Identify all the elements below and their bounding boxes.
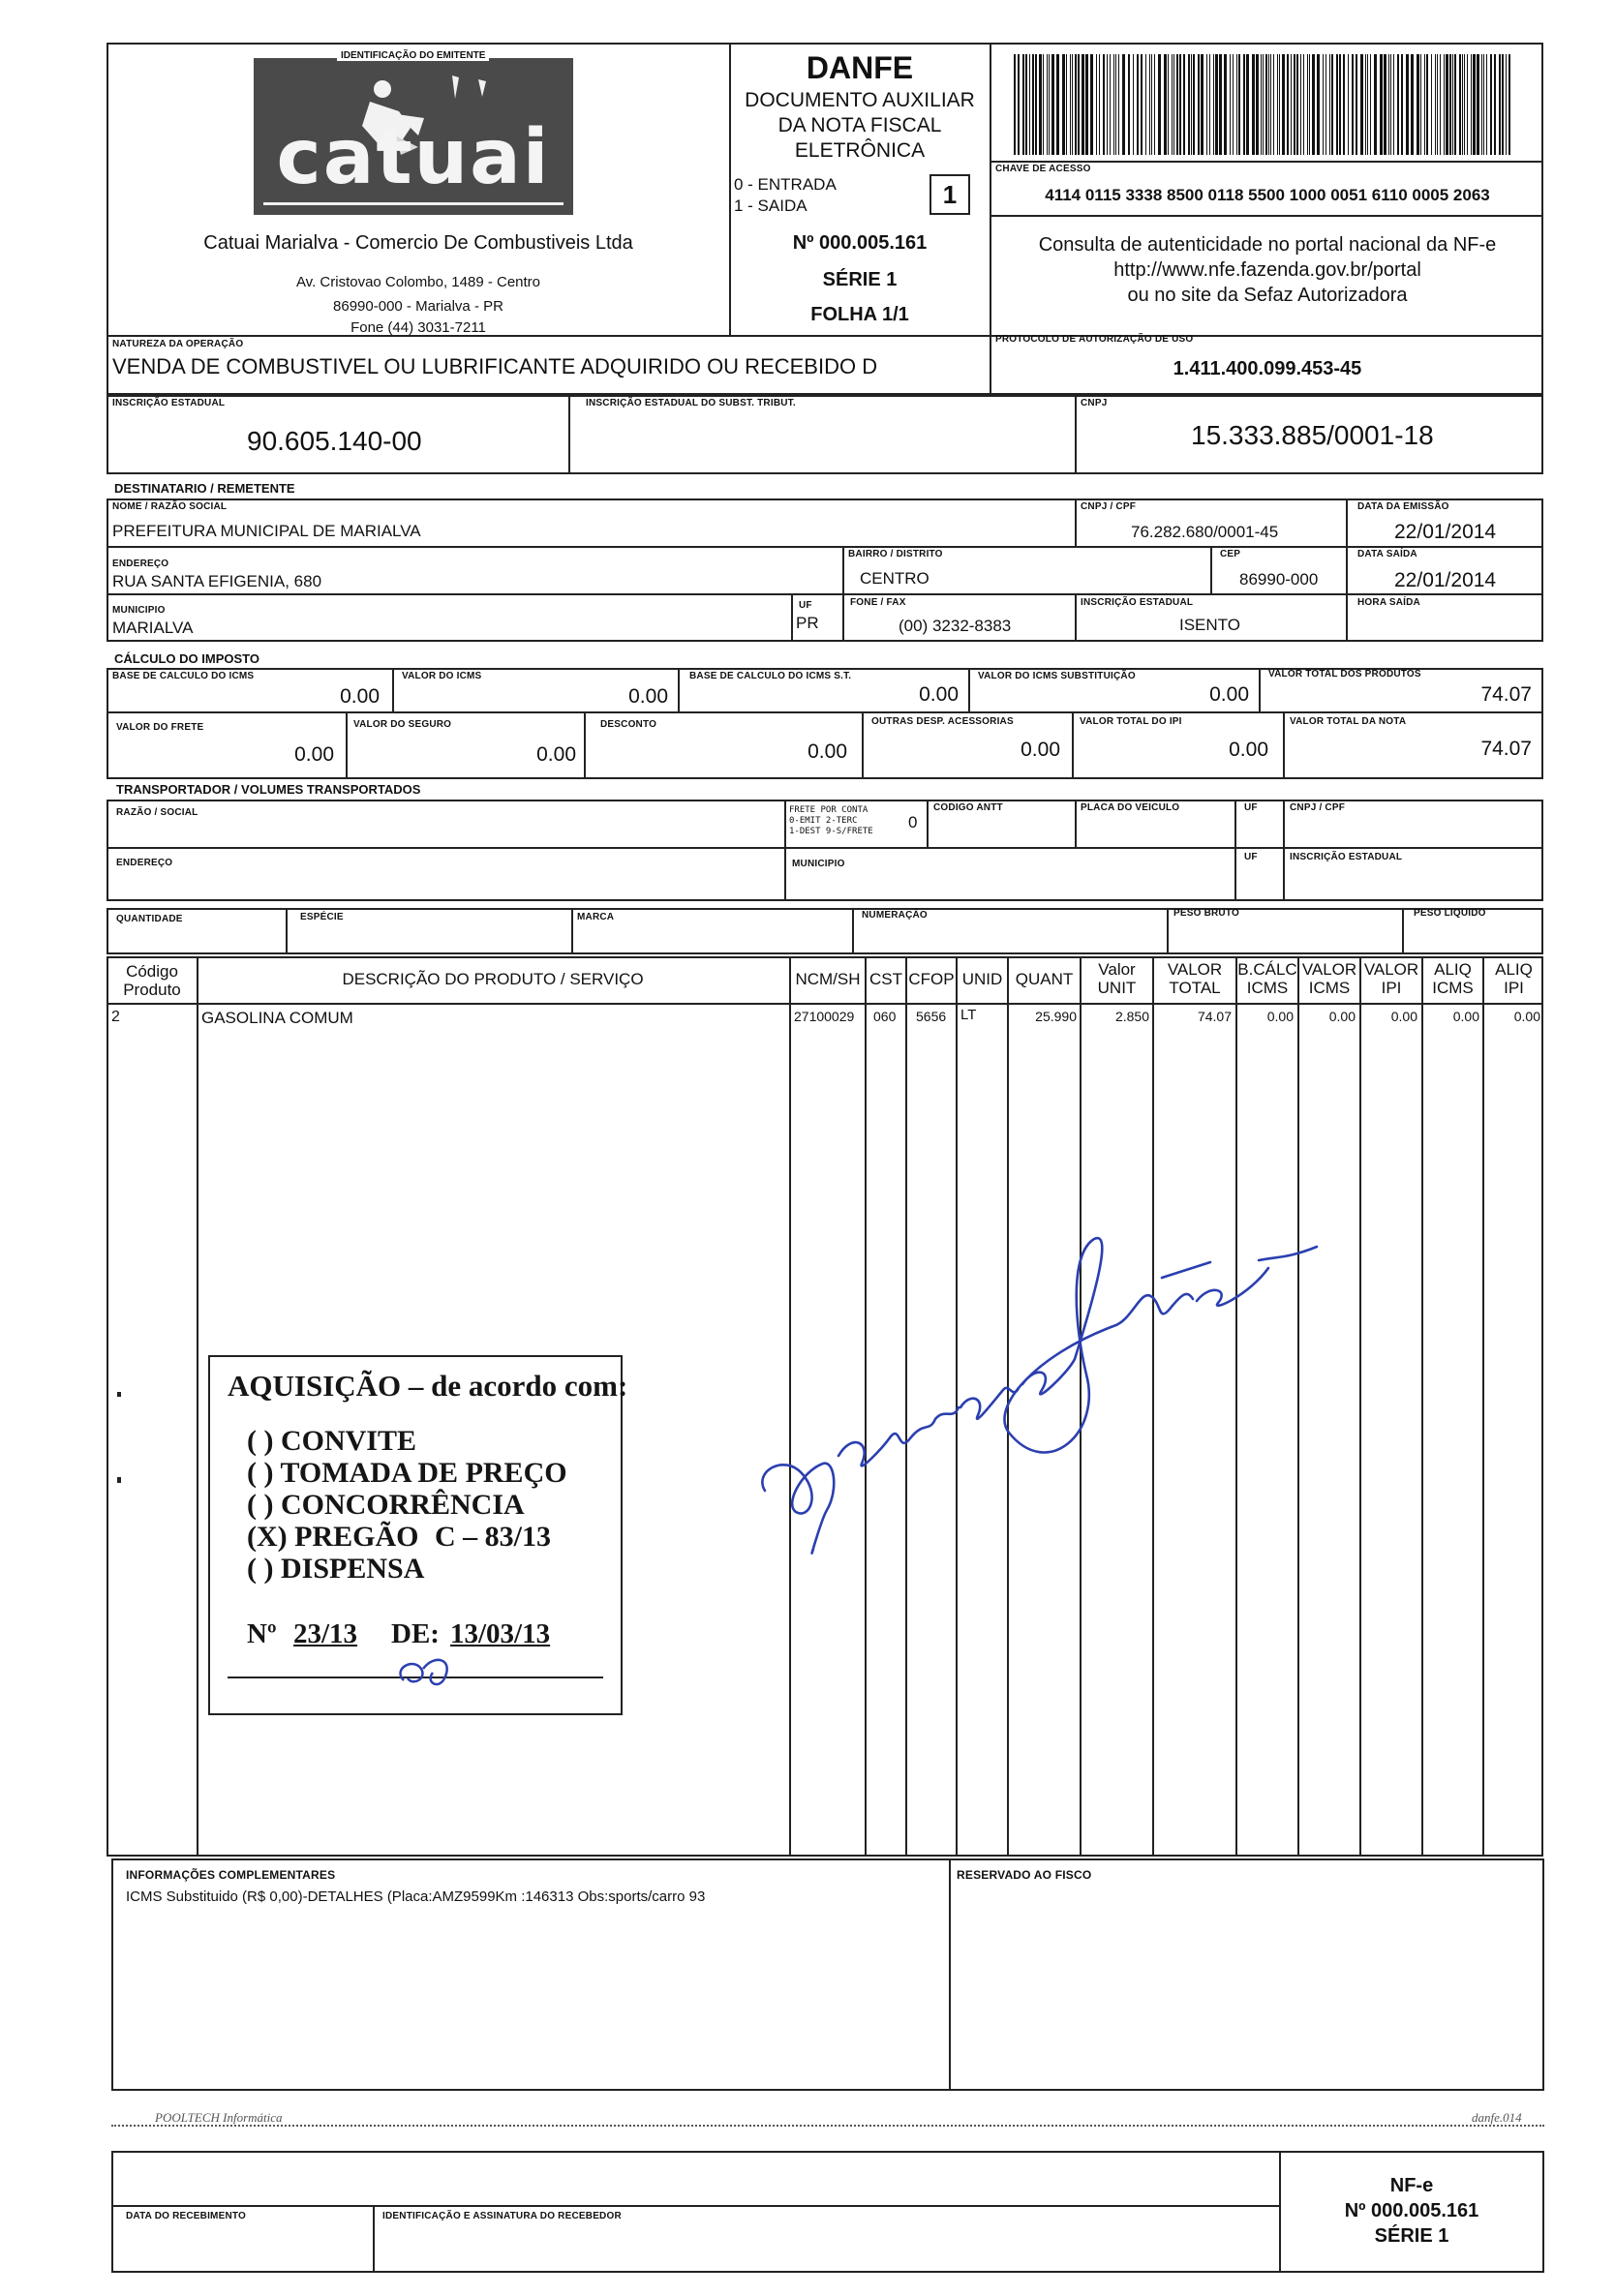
consulta-line-2: http://www.nfe.fazenda.gov.br/portal — [1113, 259, 1421, 281]
stamp-opt-dispensa: ( ) DISPENSA — [247, 1553, 425, 1585]
col-cst: CST — [869, 970, 902, 988]
ie-value: 90.605.140-00 — [247, 426, 422, 456]
dest-fone-label: FONE / FAX — [850, 597, 906, 608]
access-key-barcode — [1012, 54, 1515, 155]
danfe-title: DANFE — [806, 50, 914, 85]
transp-ie-label: INSCRIÇÃO ESTADUAL — [1290, 852, 1403, 862]
base-icms-label: BASE DE CALCULO DO ICMS — [112, 671, 255, 681]
dest-saida: 22/01/2014 — [1394, 569, 1497, 591]
cell-descricao: GASOLINA COMUM — [201, 1009, 353, 1027]
transp-razao-label: RAZÃO / SOCIAL — [116, 807, 198, 818]
desconto-label: DESCONTO — [600, 719, 657, 730]
danfe-saida: 1 - SAIDA — [734, 196, 808, 215]
outras-label: OUTRAS DESP. ACESSORIAS — [871, 716, 1014, 727]
quantidade-label: QUANTIDADE — [116, 914, 183, 924]
canhoto-nfe: NF-e — [1389, 2175, 1434, 2196]
col-vtotal: VALOR TOTAL — [1167, 960, 1223, 997]
cnpj-label: CNPJ — [1081, 398, 1108, 408]
placa-label: PLACA DO VEICULO — [1081, 802, 1180, 813]
stamp-opt-convite: ( ) CONVITE — [247, 1425, 417, 1457]
software-credit: POOLTECH Informática — [155, 2110, 283, 2125]
transp-cnpj-label: CNPJ / CPF — [1290, 802, 1346, 813]
col-aicms: ALIQ ICMS — [1432, 960, 1474, 997]
col-vipi: VALOR IPI — [1363, 960, 1419, 997]
seguro: 0.00 — [536, 743, 576, 766]
total-nota-label: VALOR TOTAL DA NOTA — [1290, 716, 1407, 727]
info-label: INFORMAÇÕES COMPLEMENTARES — [126, 1868, 336, 1882]
dest-emissao-label: DATA DA EMISSÃO — [1357, 501, 1449, 512]
total-produtos-label: VALOR TOTAL DOS PRODUTOS — [1268, 669, 1421, 680]
frete-line-2: 0-EMIT 2-TERC — [789, 816, 858, 826]
base-st-label: BASE DE CALCULO DO ICMS S.T. — [689, 671, 852, 681]
issuer-id-label: IDENTIFICAÇÃO DO EMITENTE — [337, 50, 489, 61]
valor-st-label: VALOR DO ICMS SUBSTITUIÇÃO — [978, 671, 1136, 681]
desconto: 0.00 — [808, 740, 847, 763]
issuer-phone: Fone (44) 3031-7211 — [350, 319, 486, 336]
frete: 0.00 — [294, 743, 334, 766]
recebimento-label: DATA DO RECEBIMENTO — [126, 2211, 246, 2221]
col-descricao: DESCRIÇÃO DO PRODUTO / SERVIÇO — [342, 970, 644, 988]
danfe-folha: FOLHA 1/1 — [810, 304, 909, 325]
dest-municipio: MARIALVA — [112, 619, 194, 637]
valor-st: 0.00 — [1209, 683, 1249, 706]
col-codigo: Código Produto — [123, 962, 181, 999]
dest-hora-label: HORA SAÍDA — [1357, 597, 1420, 608]
dest-fone: (00) 3232-8383 — [899, 617, 1012, 635]
seguro-label: VALOR DO SEGURO — [353, 719, 452, 730]
dest-uf: PR — [796, 614, 819, 632]
total-nota: 74.07 — [1480, 738, 1532, 760]
issuer-name: Catuai Marialva - Comercio De Combustiveis Ltda — [203, 232, 633, 254]
col-ncm: NCM/SH — [795, 970, 861, 988]
cell-aicms: 0.00 — [1452, 1009, 1479, 1024]
col-unid: UNID — [961, 970, 1003, 988]
handwritten-signature — [746, 1200, 1326, 1607]
peso-liquido-label: PESO LIQUIDO — [1414, 908, 1486, 919]
fisco-label: RESERVADO AO FISCO — [957, 1868, 1092, 1882]
cell-vicms: 0.00 — [1328, 1009, 1356, 1024]
cell-cfop: 5656 — [916, 1009, 947, 1024]
destinatario-section: DESTINATARIO / REMETENTE — [114, 481, 295, 496]
cnpj-value: 15.333.885/0001-18 — [1191, 420, 1434, 450]
natureza-value: VENDA DE COMBUSTIVEL OU LUBRIFICANTE ADQUIRIDO OU RECEBIDO D — [112, 354, 878, 378]
transp-uf2-label: UF — [1244, 852, 1258, 862]
stamp-opt-tomada: ( ) TOMADA DE PREÇO — [247, 1457, 567, 1489]
ipi: 0.00 — [1229, 739, 1268, 761]
cell-quant: 25.990 — [1035, 1009, 1077, 1024]
outras: 0.00 — [1021, 739, 1060, 761]
logo-wordmark: catuai — [276, 114, 551, 201]
info-text: ICMS Substituido (R$ 0,00)-DETALHES (Placa:AMZ9599Km :146313 Obs:sports/carro 93 — [126, 1888, 706, 1905]
dest-municipio-label: MUNICIPIO — [112, 605, 166, 616]
acquisition-stamp — [208, 1355, 628, 1715]
protocolo-label: PROTOCOLO DE AUTORIZAÇÃO DE USO — [995, 334, 1194, 345]
transportador-section: TRANSPORTADOR / VOLUMES TRANSPORTADOS — [116, 782, 421, 797]
cell-cst: 060 — [873, 1009, 897, 1024]
ie-st-label: INSCRIÇÃO ESTADUAL DO SUBST. TRIBUT. — [586, 398, 796, 408]
total-produtos: 74.07 — [1480, 683, 1532, 706]
transp-municipio-label: MUNICIPIO — [792, 859, 845, 869]
danfe-tipo: 1 — [942, 180, 958, 209]
destinatario-frame — [107, 498, 1543, 642]
dest-nome: PREFEITURA MUNICIPAL DE MARIALVA — [112, 522, 421, 540]
issuer-logo — [254, 50, 573, 215]
dest-cnpj: 76.282.680/0001-45 — [1131, 523, 1279, 541]
stamp-de-label: DE: — [391, 1618, 440, 1649]
danfe-subtitle-2: DA NOTA FISCAL — [777, 114, 942, 136]
marca-label: MARCA — [577, 912, 615, 922]
col-bcalc: B.CÁLC ICMS — [1237, 960, 1297, 997]
valor-icms: 0.00 — [628, 685, 668, 708]
frete-value: 0 — [908, 813, 918, 831]
frete-line-1: FRETE POR CONTA — [789, 805, 868, 815]
consulta-line-1: Consulta de autenticidade no portal nacional da NF-e — [1038, 234, 1497, 256]
base-st: 0.00 — [919, 683, 959, 706]
dest-nome-label: NOME / RAZÃO SOCIAL — [112, 501, 228, 512]
dest-saida-label: DATA SAÍDA — [1357, 549, 1417, 559]
danfe-entrada: 0 - ENTRADA — [734, 175, 837, 194]
col-aipi: ALIQ IPI — [1495, 960, 1533, 997]
cell-unid: LT — [960, 1007, 977, 1023]
cell-aipi: 0.00 — [1513, 1009, 1540, 1024]
stamp-date: 13/03/13 — [450, 1618, 551, 1649]
danfe-serie: SÉRIE 1 — [822, 269, 898, 290]
canhoto-serie: SÉRIE 1 — [1374, 2225, 1449, 2247]
cell-vipi: 0.00 — [1390, 1009, 1417, 1024]
numeracao-label: NUMERAÇÃO — [862, 910, 928, 921]
stamp-pregao-code: C – 83/13 — [435, 1521, 551, 1553]
transp-uf-label: UF — [1244, 802, 1258, 813]
col-vunit: Valor UNIT — [1097, 960, 1137, 997]
dest-bairro: CENTRO — [860, 569, 929, 588]
cell-bcalc: 0.00 — [1266, 1009, 1294, 1024]
recebedor-label: IDENTIFICAÇÃO E ASSINATURA DO RECEBEDOR — [382, 2211, 622, 2221]
chave-label: CHAVE DE ACESSO — [995, 164, 1091, 174]
frete-line-3: 1-DEST 9-S/FRETE — [789, 827, 873, 836]
dest-bairro-label: BAIRRO / DISTRITO — [848, 549, 943, 559]
natureza-label: NATUREZA DA OPERAÇÃO — [112, 339, 244, 349]
danfe-numero: Nº 000.005.161 — [792, 232, 928, 254]
valor-icms-label: VALOR DO ICMS — [402, 671, 482, 681]
ipi-label: VALOR TOTAL DO IPI — [1080, 716, 1182, 727]
col-cfop: CFOP — [908, 970, 955, 988]
col-quant: QUANT — [1015, 970, 1074, 988]
protocolo-value: 1.411.400.099.453-45 — [1173, 358, 1362, 379]
antt-label: CODIGO ANTT — [933, 802, 1003, 813]
dest-cep-label: CEP — [1220, 549, 1241, 559]
cell-codigo: 2 — [111, 1009, 120, 1025]
danfe-subtitle-1: DOCUMENTO AUXILIAR — [745, 89, 975, 111]
issuer-address: Av. Cristovao Colombo, 1489 - Centro — [295, 274, 541, 290]
dest-ie: ISENTO — [1179, 616, 1240, 634]
imposto-section: CÁLCULO DO IMPOSTO — [114, 651, 259, 666]
dest-endereco: RUA SANTA EFIGENIA, 680 — [112, 572, 322, 590]
stamp-initials-signature — [384, 1640, 472, 1698]
cell-vtotal: 74.07 — [1197, 1009, 1232, 1024]
form-code: danfe.014 — [1472, 2110, 1522, 2125]
dest-emissao: 22/01/2014 — [1394, 521, 1497, 543]
chave-value: 4114 0115 3338 8500 0118 5500 1000 0051 6110 0005 2063 — [1045, 186, 1490, 204]
peso-bruto-label: PESO BRUTO — [1173, 908, 1239, 919]
stamp-num-label: Nº — [247, 1618, 277, 1649]
ie-label: INSCRIÇÃO ESTADUAL — [112, 398, 226, 408]
dest-cep: 86990-000 — [1239, 570, 1319, 589]
dest-ie-label: INSCRIÇÃO ESTADUAL — [1081, 597, 1194, 608]
stamp-opt-concorrencia: ( ) CONCORRÊNCIA — [247, 1489, 525, 1521]
dest-endereco-label: ENDEREÇO — [112, 559, 169, 569]
stamp-opt-pregao: (X) PREGÃO — [247, 1521, 419, 1553]
cell-vunit: 2.850 — [1114, 1009, 1149, 1024]
issuer-city: 86990-000 - Marialva - PR — [333, 298, 503, 315]
dest-uf-label: UF — [799, 600, 812, 611]
canhoto-numero: Nº 000.005.161 — [1344, 2200, 1479, 2221]
stamp-num: 23/13 — [293, 1618, 358, 1649]
dest-cnpj-label: CNPJ / CPF — [1081, 501, 1137, 512]
danfe-subtitle-3: ELETRÔNICA — [794, 139, 926, 162]
base-icms: 0.00 — [340, 685, 380, 708]
col-vicms: VALOR ICMS — [1301, 960, 1357, 997]
especie-label: ESPÉCIE — [300, 912, 344, 922]
frete-label: VALOR DO FRETE — [116, 722, 204, 733]
cell-ncm: 27100029 — [794, 1009, 855, 1024]
stamp-title: AQUISIÇÃO – de acordo com: — [228, 1369, 628, 1403]
danfe-tipo-box — [929, 174, 970, 215]
transp-endereco-label: ENDEREÇO — [116, 858, 173, 868]
consulta-line-3: ou no site da Sefaz Autorizadora — [1127, 285, 1408, 306]
